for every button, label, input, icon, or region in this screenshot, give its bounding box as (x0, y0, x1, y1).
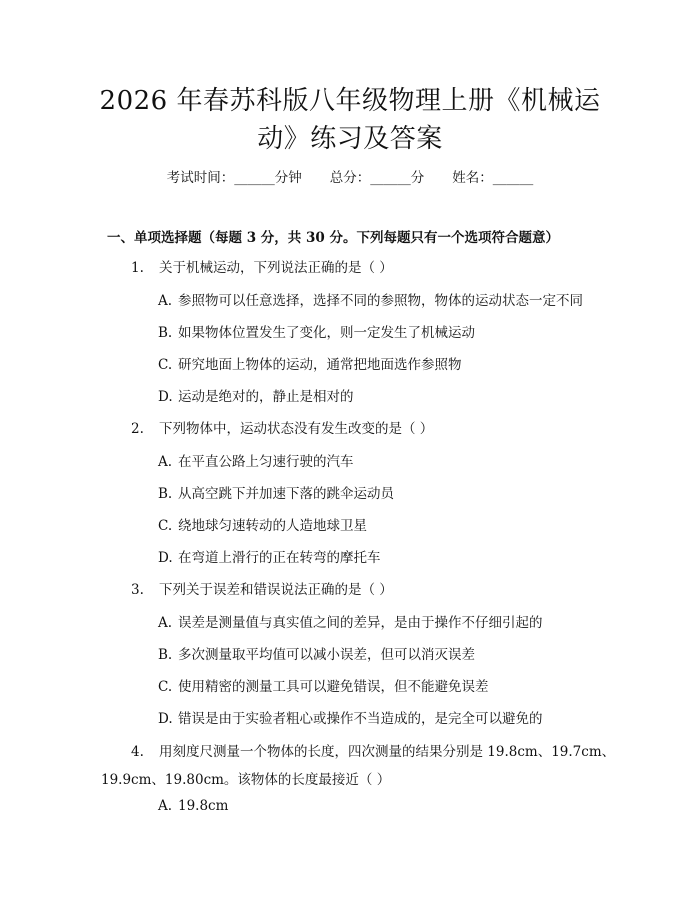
question-number: 1. (131, 260, 144, 276)
document-title (90, 82, 610, 158)
question-text: 下列关于误差和错误说法正确的是（ ） (159, 582, 393, 598)
exam-score: 总分：______分 (329, 170, 425, 186)
option-text: 参照物可以任意选择，选择不同的参照物，物体的运动状态一定不同 (178, 293, 583, 309)
option-letter: D. (158, 711, 173, 727)
option-letter: D. (158, 550, 173, 566)
option-letter: C. (158, 518, 173, 534)
option-4a (158, 796, 228, 816)
question-2 (131, 419, 433, 439)
option-1a (158, 291, 583, 311)
option-text: 误差是测量值与真实值之间的差异，是由于操作不仔细引起的 (178, 615, 543, 631)
section-heading: 一、单项选择题（每题 3 分，共 30 分。下列每题只有一个选项符合题意） (107, 230, 559, 246)
option-letter: B. (158, 647, 173, 663)
question-1 (131, 258, 393, 278)
question-number: 2. (131, 421, 144, 437)
title-line-1: 2026 年春苏科版八年级物理上册《机械运 (99, 86, 601, 116)
student-name: 姓名：______ (452, 170, 534, 186)
option-text: 多次测量取平均值可以减小误差，但可以消灭误差 (178, 647, 475, 663)
option-text: 从高空跳下并加速下落的跳伞运动员 (178, 486, 394, 502)
option-letter: C. (158, 679, 173, 695)
option-2b (158, 484, 394, 504)
exam-time: 考试时间：______分钟 (166, 170, 302, 186)
option-letter: A. (158, 615, 173, 631)
option-text: 在弯道上滑行的正在转弯的摩托车 (178, 550, 381, 566)
option-3c (158, 677, 489, 697)
option-text: 使用精密的测量工具可以避免错误，但不能避免误差 (178, 679, 489, 695)
option-letter: B. (158, 486, 173, 502)
question-text: 用刻度尺测量一个物体的长度，四次测量的结果分别是 19.8cm、19.7cm、19.9cm、19.80cm。该物体的长度最接近（ ） (101, 744, 616, 788)
option-letter: C. (158, 357, 173, 373)
question-text: 关于机械运动，下列说法正确的是（ ） (159, 260, 393, 276)
option-text: 研究地面上物体的运动，通常把地面选作参照物 (178, 357, 462, 373)
option-3a (158, 613, 543, 633)
option-1d (158, 387, 354, 407)
question-4 (101, 738, 621, 794)
option-3b (158, 645, 475, 665)
option-3d (158, 709, 543, 729)
option-letter: D. (158, 389, 173, 405)
exam-meta (0, 168, 700, 188)
option-2c (158, 516, 367, 536)
option-1c (158, 355, 462, 375)
option-letter: A. (158, 454, 173, 470)
question-3 (131, 580, 393, 600)
question-text: 下列物体中，运动状态没有发生改变的是（ ） (159, 421, 434, 437)
option-2a (158, 452, 354, 472)
option-text: 运动是绝对的，静止是相对的 (178, 389, 354, 405)
option-letter: A. (158, 293, 173, 309)
option-text: 在平直公路上匀速行驶的汽车 (178, 454, 354, 470)
option-text: 绕地球匀速转动的人造地球卫星 (178, 518, 367, 534)
option-text: 错误是由于实验者粗心或操作不当造成的，是完全可以避免的 (178, 711, 543, 727)
option-text: 如果物体位置发生了变化，则一定发生了机械运动 (178, 325, 475, 341)
option-1b (158, 323, 475, 343)
option-letter: A. (158, 798, 173, 814)
question-number: 4. (131, 744, 144, 760)
question-number: 3. (131, 582, 144, 598)
option-letter: B. (158, 325, 173, 341)
option-text: 19.8cm (178, 798, 229, 814)
title-line-2: 动》练习及答案 (257, 124, 443, 154)
option-2d (158, 548, 381, 568)
